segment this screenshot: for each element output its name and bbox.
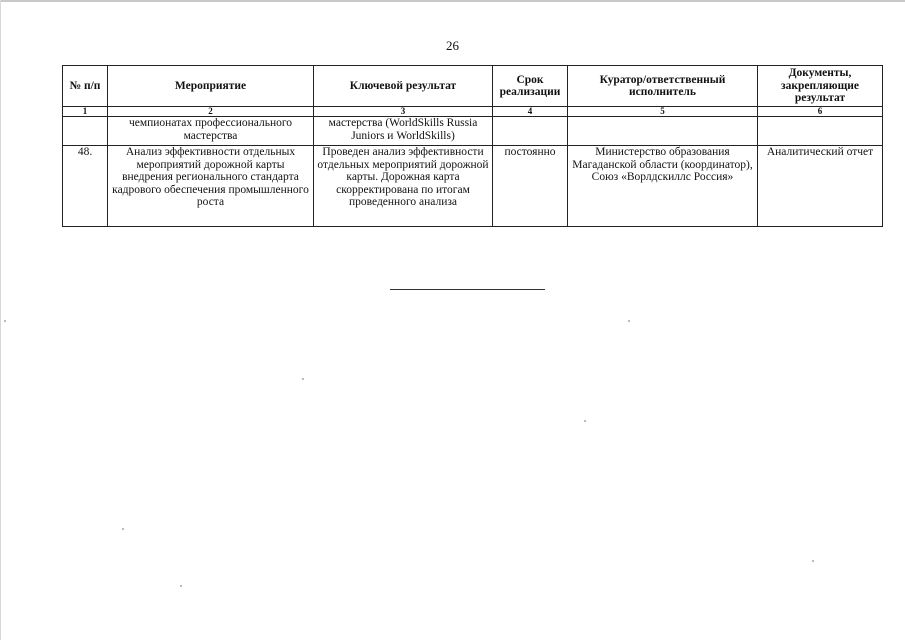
row-term: постоянно [493, 146, 568, 227]
roadmap-table [62, 65, 883, 227]
row-number [63, 117, 108, 146]
column-number: 3 [314, 107, 493, 117]
column-number: 1 [63, 107, 108, 117]
row-event: Анализ эффективности отдельных мероприятий дорожной карты внедрения регионального стандарта кадрового обеспечения промышленного роста [108, 146, 314, 227]
column-number: 6 [758, 107, 883, 117]
page-number: 26 [446, 38, 459, 53]
header-result: Ключевой результат [314, 66, 493, 107]
header-term: Срок реализации [493, 66, 568, 107]
scan-speck [628, 320, 630, 322]
row-result: Проведен анализ эффективности отдельных мероприятий дорожной карты. Дорожная карта скорректирована по итогам проведенного анализа [314, 146, 493, 227]
table-header-row [63, 66, 883, 107]
column-number: 2 [108, 107, 314, 117]
row-number: 48. [63, 146, 108, 227]
header-curator: Куратор/ответственный исполнитель [568, 66, 758, 107]
row-result: мастерства (WorldSkills Russia Juniors и WorldSkills) [314, 117, 493, 146]
row-documents: Аналитический отчет [758, 146, 883, 227]
scan-speck [812, 560, 814, 562]
column-number: 5 [568, 107, 758, 117]
column-number: 4 [493, 107, 568, 117]
header-event: Мероприятие [108, 66, 314, 107]
header-documents: Документы, закрепляющие результат [758, 66, 883, 107]
end-separator-line [390, 289, 545, 290]
scan-speck [180, 585, 182, 587]
row-event: чемпионатах профессионального мастерства [108, 117, 314, 146]
header-number: № п/п [63, 66, 108, 107]
scan-edge [0, 0, 905, 2]
row-term [493, 117, 568, 146]
scan-speck [122, 528, 124, 530]
row-curator: Министерство образования Магаданской области (координатор), Союз «Ворлдскиллс Россия» [568, 146, 758, 227]
scan-speck [302, 378, 304, 380]
column-number-row [63, 107, 883, 117]
scan-speck [4, 320, 6, 322]
table-row [63, 146, 883, 227]
row-curator [568, 117, 758, 146]
scan-edge-left [0, 0, 1, 640]
row-documents [758, 117, 883, 146]
scan-speck [584, 420, 586, 422]
table-row [63, 117, 883, 146]
